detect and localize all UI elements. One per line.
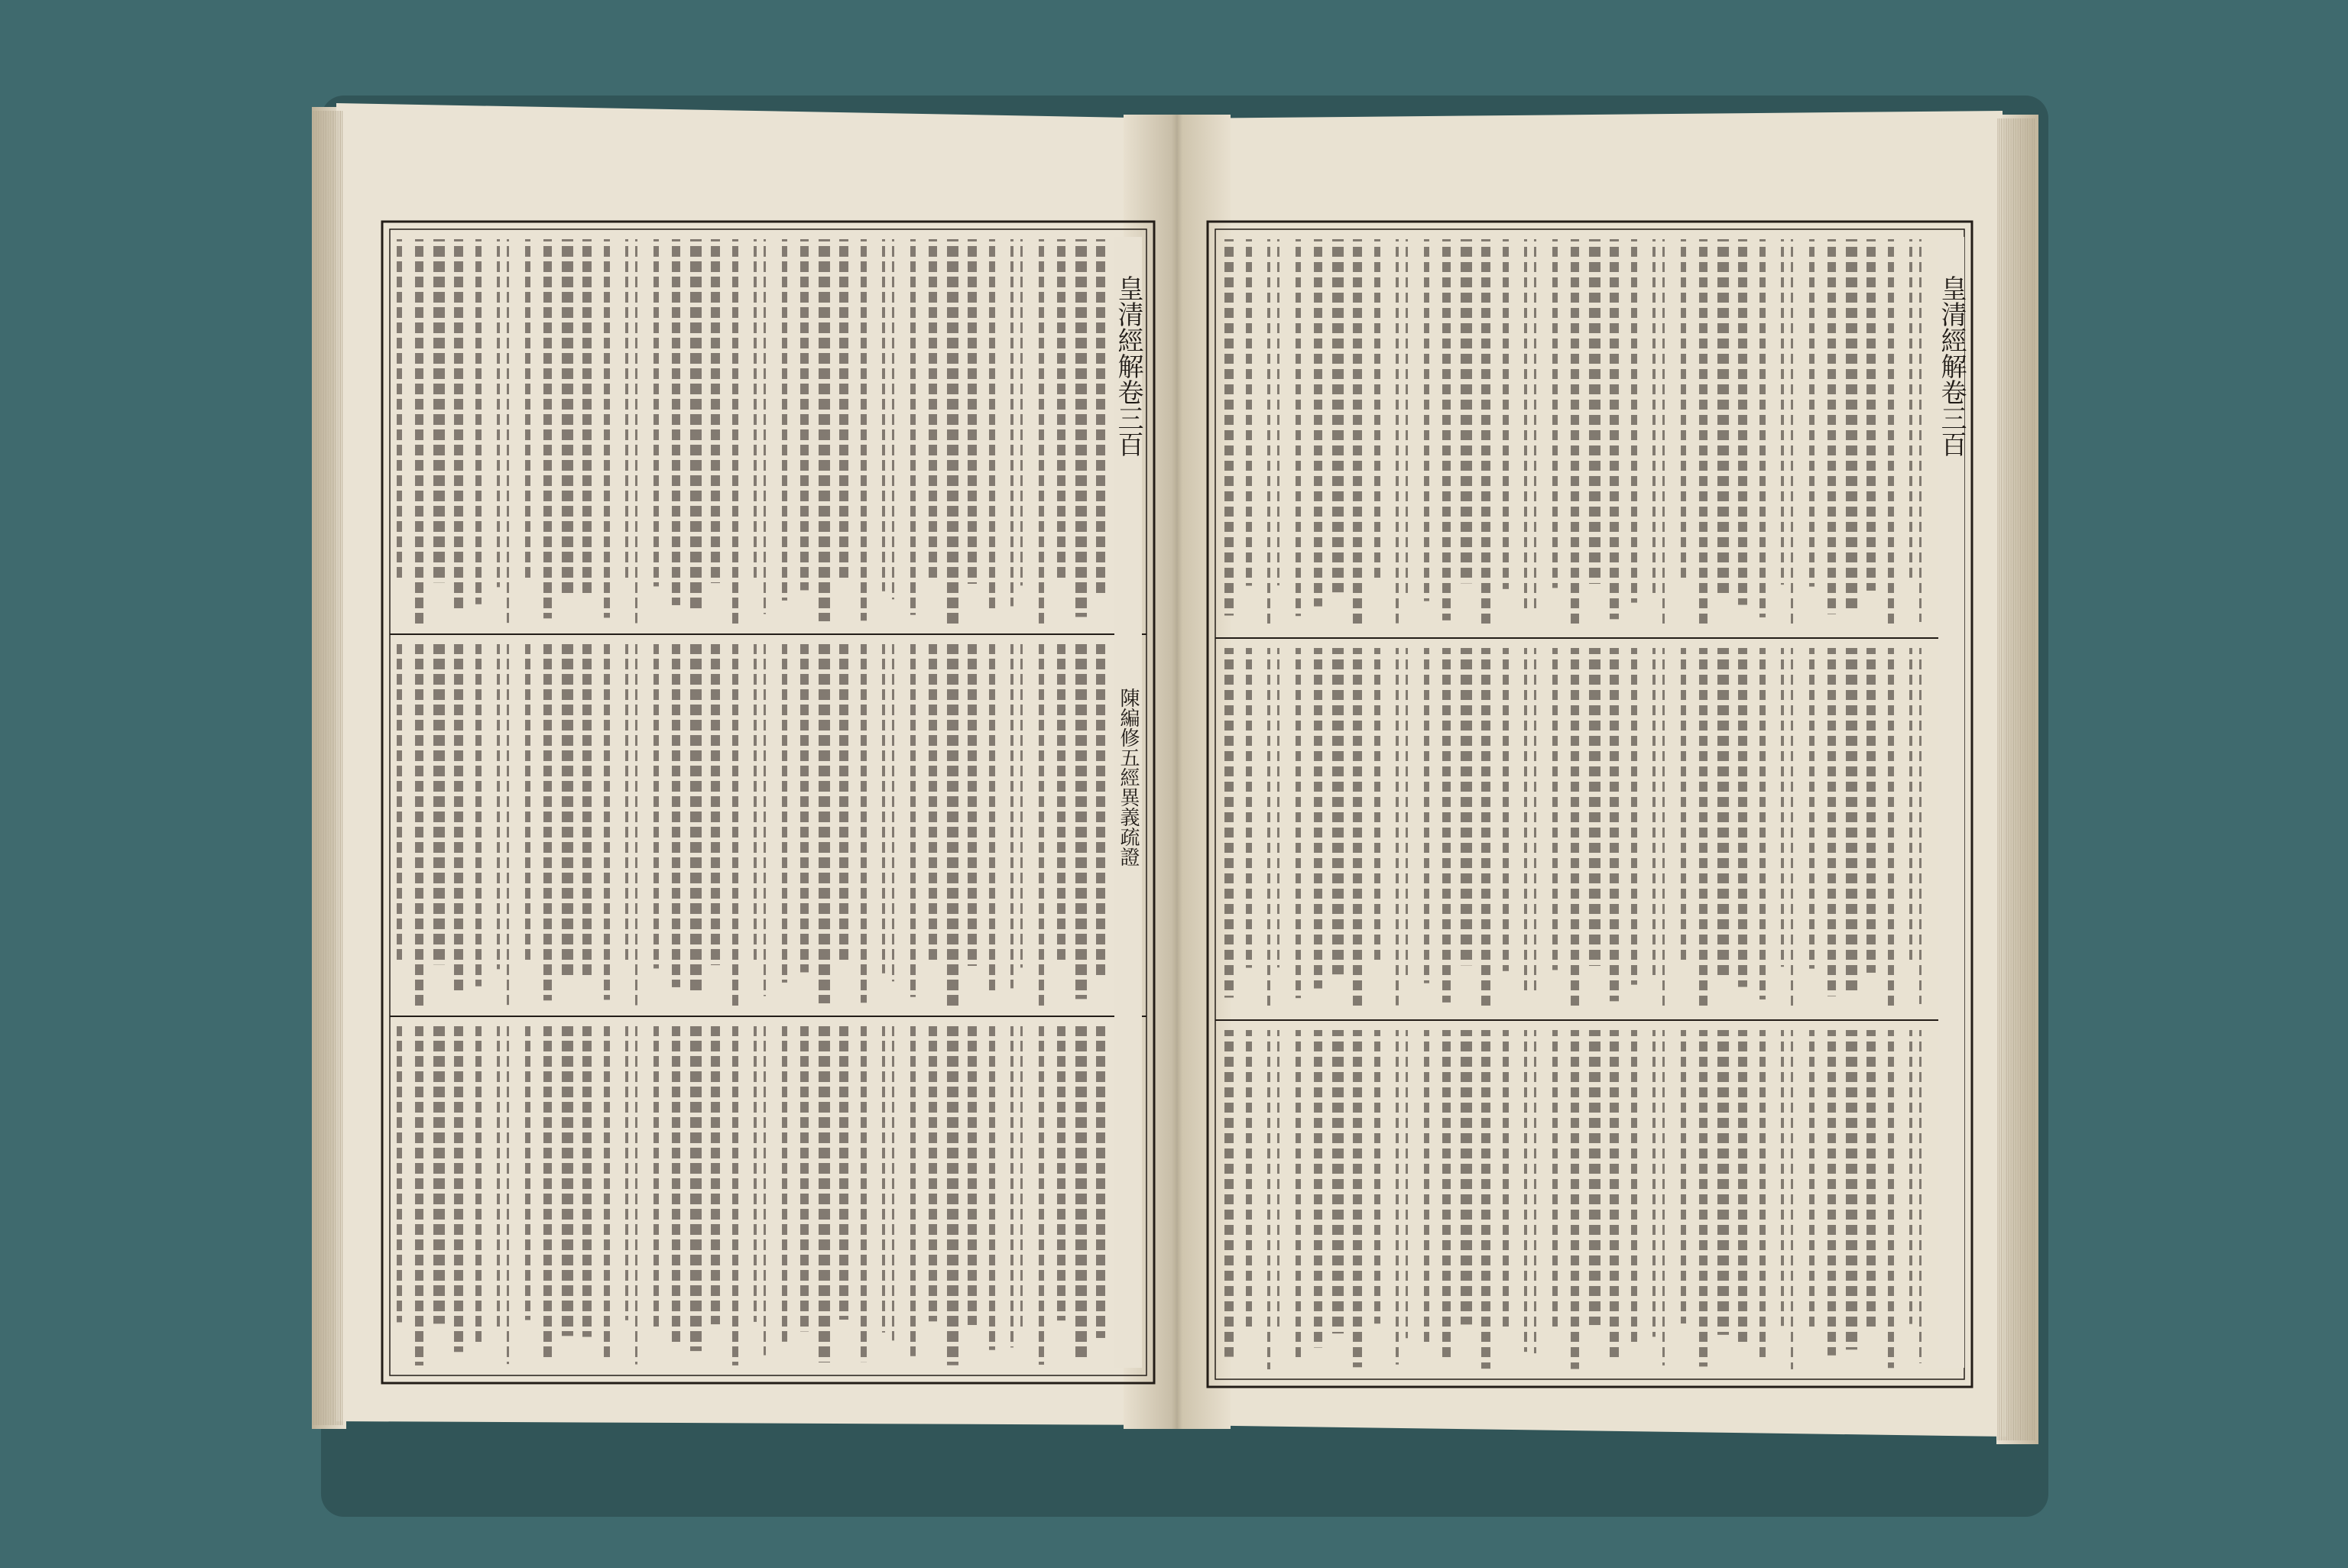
text-column — [965, 239, 977, 584]
text-column — [1662, 239, 1674, 624]
text-column — [1809, 1030, 1821, 1328]
text-column — [855, 644, 867, 1003]
text-column — [415, 239, 426, 624]
text-column — [1020, 239, 1032, 585]
text-column — [1057, 644, 1069, 961]
text-column — [929, 1026, 940, 1321]
text-column — [1240, 1030, 1252, 1327]
text-column — [837, 644, 848, 961]
text-column — [635, 239, 647, 624]
text-column — [1351, 648, 1362, 1008]
text-column — [1442, 1030, 1454, 1362]
text-column — [635, 1026, 647, 1365]
text-column — [452, 239, 463, 611]
text-column — [452, 644, 463, 993]
text-column — [1369, 648, 1380, 964]
text-column — [1002, 644, 1013, 988]
text-column — [1919, 239, 1931, 622]
left-title-value: 皇 — [0, 0, 1, 1]
text-column — [1516, 1030, 1527, 1352]
text-column — [727, 1026, 738, 1366]
text-column — [745, 239, 757, 581]
text-column — [709, 239, 720, 583]
text-column — [1461, 648, 1472, 965]
text-column — [745, 1026, 757, 1322]
text-column — [727, 644, 738, 1006]
text-column — [745, 644, 757, 963]
text-column — [819, 644, 830, 1003]
text-column — [1497, 1030, 1509, 1330]
text-column — [1754, 1030, 1766, 1359]
text-column — [525, 239, 537, 579]
text-column — [672, 1026, 683, 1346]
text-column — [910, 239, 922, 615]
text-column — [488, 1026, 500, 1328]
text-column — [1314, 1030, 1325, 1348]
text-column — [782, 644, 793, 983]
text-column — [1222, 239, 1234, 616]
text-column — [1534, 648, 1545, 994]
text-column — [1846, 239, 1857, 608]
text-column — [1699, 648, 1711, 1007]
text-column — [1791, 648, 1802, 1010]
text-column — [782, 239, 793, 601]
text-column — [855, 1026, 867, 1362]
text-column — [1057, 239, 1069, 579]
text-column — [1057, 1026, 1069, 1320]
text-column — [929, 644, 940, 962]
text-column — [1883, 648, 1894, 1009]
left-page-title: 皇清經解卷三百 — [1113, 275, 1143, 457]
text-column — [874, 239, 885, 591]
text-column — [617, 239, 628, 579]
text-column — [1607, 1030, 1619, 1360]
text-column — [892, 239, 903, 599]
text-column — [819, 1026, 830, 1362]
text-column — [1259, 239, 1270, 628]
text-column — [1626, 1030, 1637, 1344]
text-column — [1919, 648, 1931, 1004]
left-page-footer-title: 陳編修五經異義疏證 — [1117, 688, 1140, 867]
text-column — [984, 1026, 995, 1350]
text-column — [1442, 648, 1454, 1003]
text-column — [1075, 644, 1087, 999]
text-column — [1607, 239, 1619, 619]
text-column — [507, 239, 518, 623]
text-column — [984, 239, 995, 609]
text-column — [892, 1026, 903, 1340]
text-column — [1240, 648, 1252, 968]
text-column — [1314, 239, 1325, 607]
text-column — [562, 239, 573, 594]
text-column — [1754, 648, 1766, 999]
text-column — [543, 644, 555, 1000]
text-column — [965, 1026, 977, 1325]
text-column — [1296, 1030, 1307, 1357]
text-column — [1809, 648, 1821, 969]
text-column — [947, 644, 958, 1006]
text-column — [1607, 648, 1619, 1001]
text-column — [1332, 239, 1344, 592]
text-column — [1571, 239, 1582, 628]
text-column — [1424, 239, 1435, 601]
text-column — [1094, 644, 1105, 979]
right-vol-value: 三 — [0, 0, 1, 1]
text-column — [1424, 648, 1435, 983]
text-column — [562, 1026, 573, 1336]
text-column — [617, 1026, 628, 1320]
left-vol-value: 三 — [0, 0, 1, 1]
text-column — [1662, 1030, 1674, 1366]
text-column — [1736, 648, 1747, 987]
text-column — [580, 644, 592, 978]
text-column — [800, 644, 812, 972]
text-column — [965, 644, 977, 966]
text-column — [764, 239, 775, 614]
text-column — [1827, 239, 1839, 614]
text-column — [1883, 239, 1894, 627]
text-column — [1039, 1026, 1050, 1365]
text-column — [507, 644, 518, 1005]
text-column — [1351, 239, 1362, 626]
text-column — [1406, 239, 1417, 597]
text-column — [1461, 239, 1472, 583]
text-column — [1644, 1030, 1656, 1336]
text-column — [1809, 239, 1821, 587]
text-column — [470, 1026, 482, 1346]
text-column — [433, 239, 445, 582]
text-column — [782, 1026, 793, 1342]
text-column — [1552, 648, 1564, 970]
text-column — [874, 1026, 885, 1333]
text-column — [1589, 648, 1600, 966]
text-column — [1442, 239, 1454, 620]
text-column — [1351, 1030, 1362, 1367]
text-column — [1571, 648, 1582, 1010]
text-column — [1296, 239, 1307, 616]
left-bottom-value: 陳 — [0, 0, 1, 1]
text-column — [1644, 648, 1656, 977]
text-column — [1772, 1030, 1784, 1326]
text-column — [433, 644, 445, 964]
text-column — [855, 239, 867, 620]
text-column — [672, 644, 683, 987]
text-column — [1516, 648, 1527, 993]
text-column — [1387, 648, 1399, 1006]
text-column — [1002, 1026, 1013, 1347]
text-column — [433, 1026, 445, 1323]
text-column — [1497, 239, 1509, 589]
text-column — [690, 239, 702, 610]
text-column — [764, 644, 775, 996]
text-column — [1277, 239, 1289, 585]
text-column — [892, 644, 903, 981]
text-column — [598, 644, 610, 999]
text-column — [1717, 239, 1729, 594]
text-column — [709, 644, 720, 965]
text-column — [1479, 1030, 1490, 1369]
text-column — [1571, 1030, 1582, 1369]
text-column — [1901, 1030, 1912, 1324]
text-column — [488, 239, 500, 587]
text-column — [1002, 239, 1013, 606]
text-column — [910, 1026, 922, 1356]
text-column — [690, 644, 702, 992]
text-column — [635, 644, 647, 1006]
text-column — [1387, 239, 1399, 624]
text-column — [1406, 1030, 1417, 1338]
text-column — [580, 239, 592, 596]
text-column — [1552, 1030, 1564, 1329]
text-column — [874, 644, 885, 974]
text-column — [1736, 1030, 1747, 1346]
text-column — [1277, 648, 1289, 967]
text-column — [598, 1026, 610, 1359]
text-column — [653, 1026, 665, 1327]
right-title-value: 皇 — [0, 0, 1, 1]
text-column — [1094, 239, 1105, 597]
text-column — [488, 644, 500, 969]
text-column — [525, 644, 537, 961]
right-page-title: 皇清經解卷三百 — [1936, 275, 1967, 457]
text-column — [947, 239, 958, 624]
text-column — [764, 1026, 775, 1356]
text-column — [1075, 1026, 1087, 1358]
text-column — [543, 239, 555, 618]
text-column — [415, 644, 426, 1006]
text-column — [580, 1026, 592, 1337]
text-column — [1791, 239, 1802, 628]
text-column — [910, 644, 922, 997]
text-column — [1259, 1030, 1270, 1369]
text-column — [709, 1026, 720, 1324]
text-column — [598, 239, 610, 617]
text-column — [1791, 1030, 1802, 1369]
text-column — [1681, 648, 1692, 964]
text-column — [1332, 1030, 1344, 1333]
text-column — [1516, 239, 1527, 611]
text-column — [1424, 1030, 1435, 1343]
text-column — [1901, 648, 1912, 965]
text-column — [1314, 648, 1325, 989]
text-column — [1919, 1030, 1931, 1363]
text-column — [1222, 1030, 1234, 1357]
text-column — [562, 644, 573, 977]
text-column — [507, 1026, 518, 1364]
text-column — [1277, 1030, 1289, 1327]
text-column — [1094, 1026, 1105, 1338]
text-column — [1901, 239, 1912, 583]
text-column — [1296, 648, 1307, 998]
text-column — [1497, 648, 1509, 971]
text-column — [397, 644, 408, 963]
text-column — [800, 239, 812, 590]
text-column — [1589, 239, 1600, 584]
text-column — [819, 239, 830, 621]
text-column — [1864, 648, 1876, 973]
text-column — [415, 1026, 426, 1366]
text-column — [543, 1026, 555, 1359]
text-column — [1259, 648, 1270, 1010]
text-column — [1772, 239, 1784, 585]
text-column — [1681, 1030, 1692, 1323]
text-column — [1589, 1030, 1600, 1325]
text-column — [1406, 648, 1417, 979]
text-column — [1662, 648, 1674, 1006]
text-column — [837, 239, 848, 578]
text-column — [1681, 239, 1692, 582]
text-column — [617, 644, 628, 961]
text-column — [1883, 1030, 1894, 1368]
text-column — [470, 239, 482, 604]
text-column — [1699, 1030, 1711, 1366]
text-column — [1020, 1026, 1032, 1327]
text-column — [1754, 239, 1766, 617]
text-column — [653, 644, 665, 968]
text-column — [672, 239, 683, 605]
text-column — [1222, 648, 1234, 998]
text-column — [947, 1026, 958, 1366]
text-column — [800, 1026, 812, 1331]
text-column — [653, 239, 665, 586]
text-column — [1479, 648, 1490, 1009]
text-column — [1369, 239, 1380, 582]
text-column — [397, 1026, 408, 1322]
text-column — [1626, 239, 1637, 603]
text-column — [1534, 239, 1545, 612]
text-column — [1039, 239, 1050, 624]
text-column — [452, 1026, 463, 1352]
text-column — [1534, 1030, 1545, 1353]
text-column — [984, 644, 995, 991]
text-column — [1387, 1030, 1399, 1365]
text-column — [929, 239, 940, 580]
text-column — [837, 1026, 848, 1320]
text-column — [1717, 1030, 1729, 1335]
text-column — [1075, 239, 1087, 617]
text-column — [1827, 648, 1839, 996]
text-column — [1846, 1030, 1857, 1349]
text-column — [1479, 239, 1490, 627]
text-column — [1864, 239, 1876, 591]
text-column — [1772, 648, 1784, 967]
text-column — [1827, 1030, 1839, 1356]
text-column — [1699, 239, 1711, 625]
text-column — [1039, 644, 1050, 1006]
text-column — [1644, 239, 1656, 595]
text-column — [1369, 1030, 1380, 1323]
text-column — [397, 239, 408, 581]
text-column — [1846, 648, 1857, 990]
text-column — [1864, 1030, 1876, 1332]
text-column — [1717, 648, 1729, 976]
text-column — [1461, 1030, 1472, 1324]
text-column — [470, 644, 482, 986]
text-column — [1332, 648, 1344, 974]
text-column — [1736, 239, 1747, 605]
text-column — [525, 1026, 537, 1320]
text-column — [1240, 239, 1252, 586]
text-column — [727, 239, 738, 624]
text-column — [1020, 644, 1032, 967]
text-column — [690, 1026, 702, 1351]
text-column — [1626, 648, 1637, 985]
text-column — [1552, 239, 1564, 588]
